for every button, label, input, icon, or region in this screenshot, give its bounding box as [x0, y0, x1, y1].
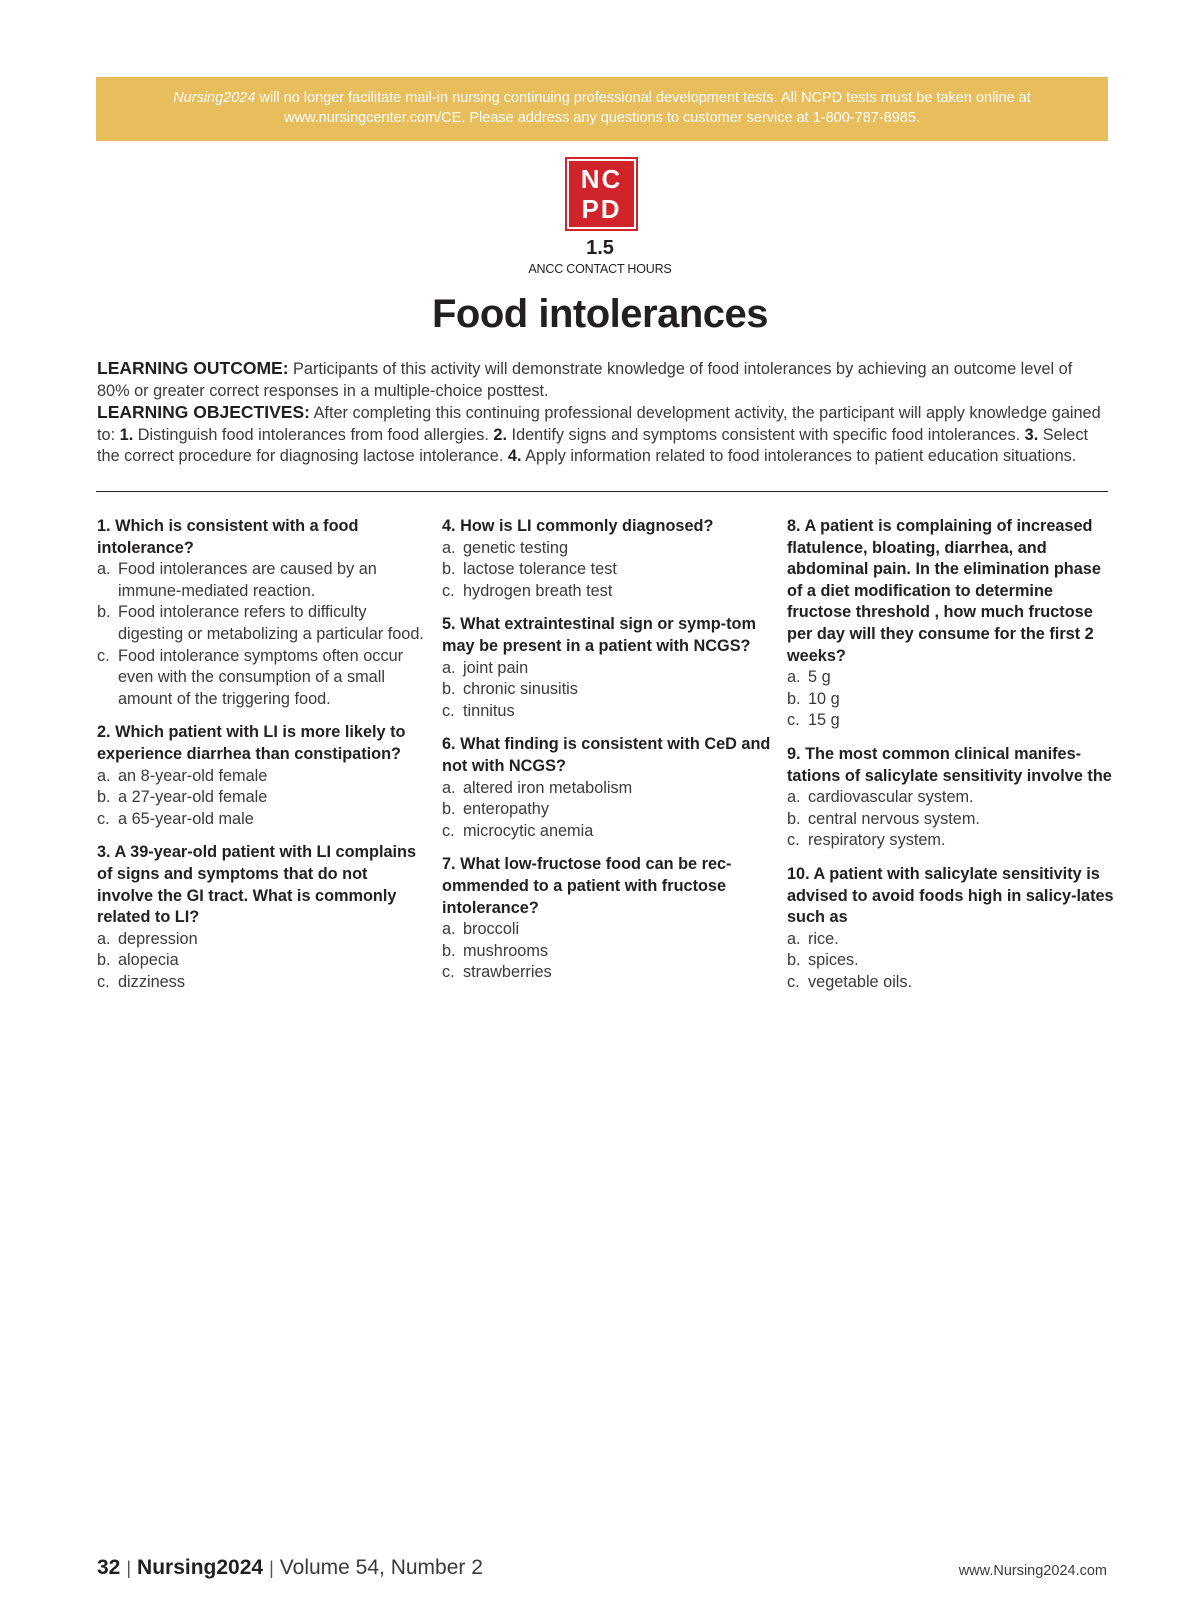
option-text: genetic testing — [463, 538, 568, 557]
option-letter: a. — [442, 658, 456, 677]
question-text: 10. A patient with salicylate sensitivity is advised to avoid foods high in salicy-lates such as — [787, 864, 1114, 927]
question-column-1 — [97, 516, 427, 1005]
option-text: rice. — [808, 929, 839, 948]
page-number: 32 — [97, 1556, 121, 1579]
notice-line-1 — [96, 88, 1108, 108]
answer-option — [442, 919, 772, 941]
answer-option — [442, 778, 772, 800]
learning-intro — [97, 358, 1109, 468]
option-text: tinnitus — [463, 701, 515, 720]
option-letter: c. — [442, 821, 455, 840]
footer-url: www.Nursing2024.com — [958, 1563, 1107, 1579]
option-text: hydrogen breath test — [463, 581, 613, 600]
option-text: depression — [118, 929, 198, 948]
learning-objectives — [97, 402, 1109, 468]
option-letter: c. — [97, 809, 110, 828]
question-item — [787, 516, 1117, 732]
ncpd-logo-top: NC — [580, 164, 623, 194]
option-letter: b. — [442, 680, 456, 699]
option-text: 5 g — [808, 668, 831, 687]
option-letter: c. — [787, 831, 800, 850]
question-column-2 — [442, 516, 772, 996]
option-letter: b. — [787, 689, 801, 708]
learning-outcome — [97, 358, 1109, 402]
outcome-text: Participants of this activity will demonstrate knowledge of food intolerances by achieving an outcome level of 80% or greater correct responses in a multiple-choice posttest. — [97, 360, 1073, 400]
option-letter: a. — [442, 778, 456, 797]
option-text: strawberries — [463, 963, 552, 982]
objectives-label: LEARNING OBJECTIVES: — [97, 402, 310, 423]
answer-option — [442, 538, 772, 560]
option-letter: c. — [787, 972, 800, 991]
question-item — [787, 744, 1117, 852]
answer-option — [787, 667, 1117, 689]
answer-option — [97, 559, 427, 602]
option-letter: b. — [442, 941, 456, 960]
ncpd-logo-bottom: PD — [581, 194, 622, 224]
option-letter: a. — [97, 560, 111, 579]
answer-option — [442, 821, 772, 843]
option-text: joint pain — [463, 658, 529, 677]
option-letter: a. — [787, 788, 801, 807]
option-letter: b. — [442, 560, 456, 579]
option-text: altered iron metabolism — [463, 778, 633, 797]
answer-option — [787, 830, 1117, 852]
question-column-3 — [787, 516, 1117, 1005]
answer-option — [787, 710, 1117, 732]
option-text: enteropathy — [463, 800, 549, 819]
answer-option — [787, 787, 1117, 809]
answer-option — [787, 972, 1117, 994]
option-letter: b. — [97, 951, 111, 970]
option-text: 10 g — [808, 689, 840, 708]
question-text: 7. What low-fructose food can be rec-ommended to a patient with fructose intolerance? — [442, 855, 732, 917]
answer-option — [787, 689, 1117, 711]
page-title: Food intolerances — [432, 292, 768, 336]
footer-folio — [97, 1556, 483, 1580]
option-text: 15 g — [808, 711, 840, 730]
question-text: 1. Which is consistent with a food intolerance? — [97, 517, 359, 557]
option-text: vegetable oils. — [808, 972, 913, 991]
answer-option — [442, 941, 772, 963]
option-text: spices. — [808, 951, 859, 970]
option-text: mushrooms — [463, 941, 549, 960]
option-letter: c. — [442, 701, 455, 720]
question-text: 8. A patient is complaining of increased flatulence, bloating, diarrhea, and abdominal pain. In the elimination phase of a diet modification to determine fructose threshold , how much fructose per day will they consume for the first 2 weeks? — [787, 517, 1101, 665]
question-text: 2. Which patient with LI is more likely to experience diarrhea than constipation? — [97, 723, 406, 763]
option-text: microcytic anemia — [463, 821, 594, 840]
option-text: dizziness — [118, 972, 185, 991]
option-letter: c. — [442, 963, 455, 982]
objectives-text: After completing this continuing professional development activity, the participant will apply knowledge gained to: — [97, 404, 1101, 444]
option-text: cardiovascular system. — [808, 788, 974, 807]
option-text: a 27-year-old female — [118, 788, 268, 807]
answer-option — [97, 809, 427, 831]
option-letter: a. — [787, 668, 801, 687]
option-letter: a. — [97, 929, 111, 948]
answer-option — [442, 559, 772, 581]
option-text: chronic sinusitis — [463, 680, 578, 699]
question-item — [442, 516, 772, 602]
answer-option — [787, 950, 1117, 972]
question-item — [442, 614, 772, 722]
objective-text: Identify signs and symptoms consistent with specific food intolerances. — [507, 425, 1025, 444]
issue-volume: Volume 54, Number 2 — [279, 1556, 483, 1579]
answer-option — [97, 766, 427, 788]
question-item — [97, 722, 427, 830]
magazine-name: Nursing2024 — [137, 1556, 264, 1579]
question-text: 4. How is LI commonly diagnosed? — [442, 517, 714, 535]
contact-hours-value: 1.5 — [586, 237, 614, 259]
question-text: 3. A 39-year-old patient with LI complains of signs and symptoms that do not involve the GI tract. What is commonly related to LI? — [97, 843, 417, 927]
question-item — [97, 842, 427, 993]
answer-option — [97, 972, 427, 994]
option-letter: b. — [787, 951, 801, 970]
ncpd-logo — [567, 159, 636, 229]
option-text: Food intolerance symptoms often occur even with the consumption of a small amount of the triggering food. — [118, 646, 404, 708]
option-letter: b. — [97, 603, 111, 622]
answer-option — [97, 929, 427, 951]
answer-option — [442, 679, 772, 701]
option-letter: a. — [442, 920, 456, 939]
contact-hours-label: ANCC CONTACT HOURS — [528, 262, 672, 276]
outcome-label: LEARNING OUTCOME: — [97, 358, 289, 378]
notice-brand: Nursing2024 — [173, 90, 256, 106]
objective-text: Distinguish food intolerances from food allergies. — [133, 425, 494, 444]
option-letter: c. — [787, 711, 800, 730]
option-text: a 65-year-old male — [118, 809, 254, 828]
question-text: 5. What extraintestinal sign or symp-tom may be present in a patient with NCGS? — [442, 615, 756, 655]
option-text: lactose tolerance test — [463, 560, 617, 579]
question-item — [97, 516, 427, 710]
objective-text: Select the correct procedure for diagnosing lactose intolerance. — [97, 425, 1089, 466]
section-divider — [96, 491, 1108, 492]
question-text: 6. What finding is consistent with CeD and not with NCGS? — [442, 735, 771, 775]
answer-option — [442, 658, 772, 680]
objective-num: 2. — [493, 425, 508, 444]
objective-text: Apply information related to food intolerances to patient education situations. — [521, 447, 1077, 466]
option-letter: b. — [442, 800, 456, 819]
notice-line-2: www.nursingcenter.com/CE. Please address any questions to customer service at 1-800-787-8985. — [284, 110, 920, 126]
option-letter: b. — [97, 788, 111, 807]
answer-option — [442, 581, 772, 603]
answer-option — [97, 787, 427, 809]
objective-num: 4. — [507, 447, 522, 466]
footer-separator: | — [269, 1558, 274, 1578]
question-item — [442, 854, 772, 984]
option-text: broccoli — [463, 920, 520, 939]
answer-option — [442, 962, 772, 984]
question-item — [442, 734, 772, 842]
option-text: central nervous system. — [808, 809, 980, 828]
objective-num: 3. — [1024, 425, 1039, 444]
option-letter: a. — [442, 538, 456, 557]
question-item — [787, 864, 1117, 994]
answer-option — [442, 799, 772, 821]
answer-option — [787, 929, 1117, 951]
option-letter: c. — [97, 972, 110, 991]
option-letter: b. — [787, 809, 801, 828]
answer-option — [97, 950, 427, 972]
option-text: Food intolerances are caused by an immune-mediated reaction. — [118, 560, 377, 600]
option-letter: c. — [97, 646, 110, 665]
answer-option — [97, 602, 427, 645]
answer-option — [787, 809, 1117, 831]
option-text: respiratory system. — [808, 831, 946, 850]
answer-option — [442, 701, 772, 723]
answer-option — [97, 646, 427, 711]
footer-separator: | — [126, 1558, 132, 1578]
notice-banner — [96, 77, 1108, 141]
notice-text: will no longer facilitate mail-in nursing continuing professional development tests. All NCPD tests must be taken online at — [255, 90, 1031, 106]
option-letter: a. — [97, 766, 111, 785]
option-text: an 8-year-old female — [118, 766, 268, 785]
option-letter: a. — [787, 929, 801, 948]
option-text: alopecia — [118, 951, 179, 970]
option-text: Food intolerance refers to difficulty digesting or metabolizing a particular food. — [118, 603, 424, 643]
option-letter: c. — [442, 581, 455, 600]
objective-num: 1. — [119, 425, 134, 444]
question-text: 9. The most common clinical manifes-tations of salicylate sensitivity involve the — [787, 744, 1112, 785]
